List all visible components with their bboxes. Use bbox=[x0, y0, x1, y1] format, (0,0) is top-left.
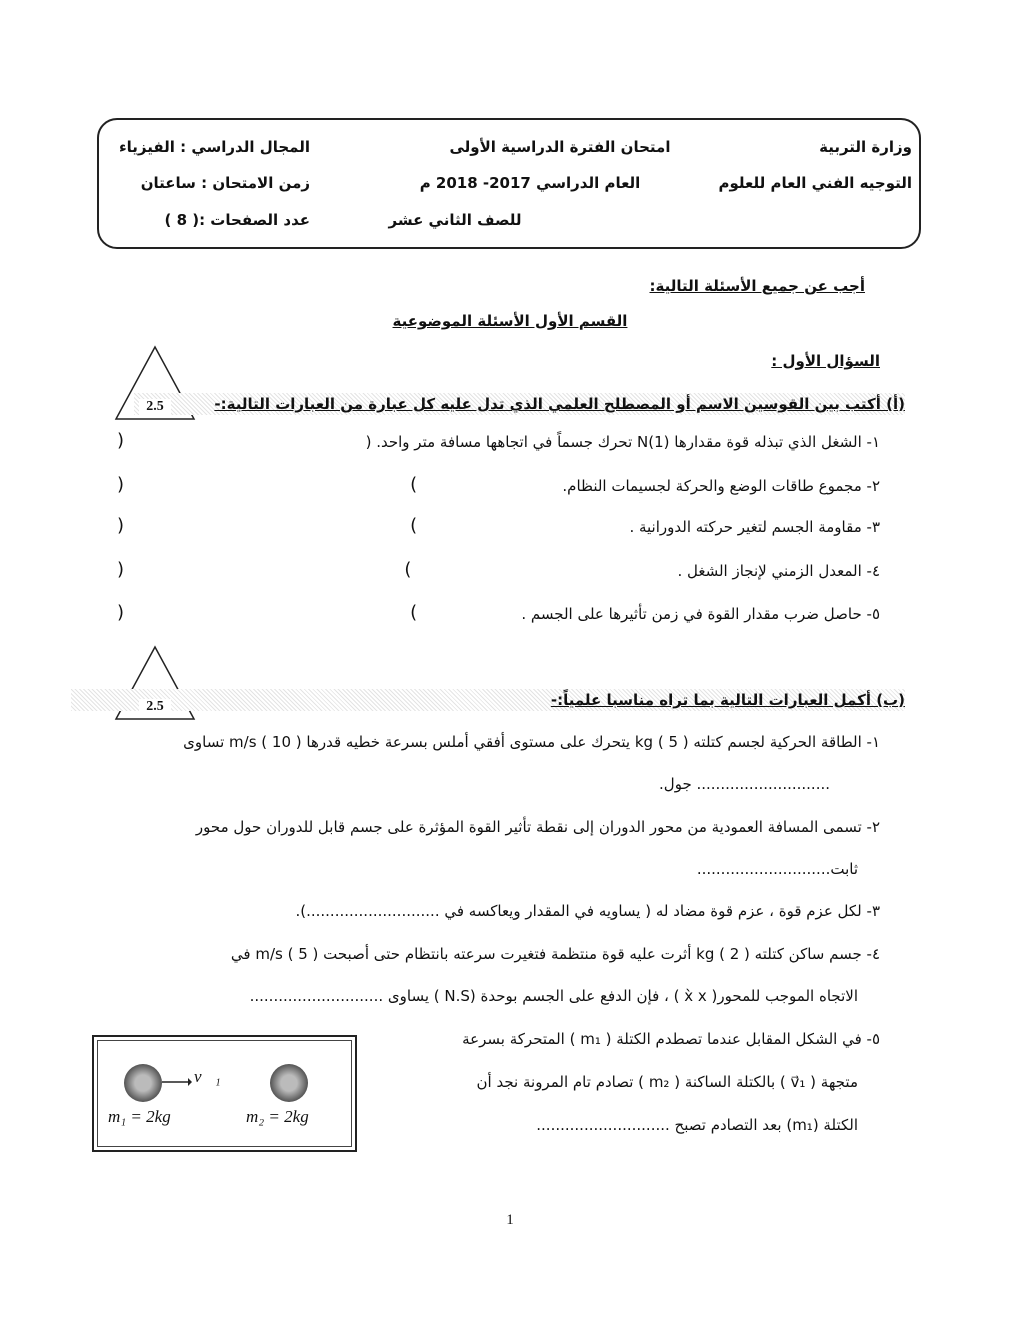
page-number: 1 bbox=[506, 1212, 514, 1228]
answer-blank-3[interactable]: ) ( bbox=[117, 515, 418, 536]
part-b-item-1: ١- الطاقة الحركية لجسم كتلته kg ( 5 ) يتحرك على مستوى أفقي أملس بسرعة خطيه قدرها m/s ( 10 ) تساوى bbox=[183, 733, 880, 751]
part-b-item-5: ٥- في الشكل المقابل عندما تصطدم الكتلة ( m₁ ) المتحركة بسرعة bbox=[462, 1030, 880, 1048]
part-b-item-1-blank[interactable]: ............................ جول. bbox=[659, 775, 830, 793]
answer-blank-1[interactable]: ) bbox=[117, 430, 125, 451]
mass-1-ball bbox=[124, 1064, 162, 1102]
general-instructions: أجب عن جميع الأسئلة التالية: bbox=[649, 277, 865, 295]
score-b: 2.5 bbox=[139, 699, 171, 715]
velocity-arrow-icon bbox=[162, 1075, 192, 1089]
part-b-item-5-line2: متجهة ( v⃗₁ ) بالكتلة الساكنة ( m₂ ) تصادم تام المرونة نجد أن bbox=[476, 1073, 858, 1091]
part-b-item-5-blank[interactable]: الكتلة (m₁) بعد التصادم تصبح ............................ bbox=[536, 1116, 858, 1134]
answer-blank-4[interactable]: ) ( bbox=[117, 559, 412, 580]
score-a: 2.5 bbox=[139, 399, 171, 415]
part-b-instruction: (ب) أكمل العبارات التالية بما تراه مناسبا علمياً:- bbox=[71, 689, 905, 711]
grade: للصف الثاني عشر bbox=[388, 211, 522, 229]
exam-title: امتحان الفترة الدراسية الأولى bbox=[449, 138, 671, 156]
mass-2-label: m₂ = 2kg bbox=[246, 1107, 309, 1126]
velocity-label: v⃗₁ bbox=[194, 1067, 221, 1086]
page-count: عدد الصفحات :( 8 ) bbox=[164, 211, 310, 229]
part-a-item-2: ٢- مجموع طاقات الوضع والحركة لجسيمات النظام. bbox=[562, 477, 880, 495]
part-b-item-2: ٢- تسمى المسافة العمودية من محور الدوران إلى نقطة تأثير القوة المؤثرة على جسم قابل للدوران حول محور bbox=[195, 818, 880, 836]
part-a-item-5: ٥- حاصل ضرب مقدار القوة في زمن تأثيرها على الجسم . bbox=[521, 605, 880, 623]
part-a-item-1: ١- الشغل الذي تبذله قوة مقدارها N(1) تحرك جسماً في اتجاهها مسافة متر واحد. ( bbox=[365, 433, 880, 451]
collision-figure bbox=[92, 1035, 357, 1152]
section-title: القسم الأول الأسئلة الموضوعية bbox=[392, 312, 628, 330]
mass-1-label: m₁ = 2kg bbox=[108, 1107, 171, 1126]
part-a-item-3: ٣- مقاومة الجسم لتغير حركته الدورانية . bbox=[629, 518, 880, 536]
ministry: وزارة التربية bbox=[819, 138, 912, 156]
part-b-item-2-blank[interactable]: ثابت............................ bbox=[696, 860, 858, 878]
part-a-instruction: (أ) أكتب بين القوسين الاسم أو المصطلح العلمي الذي تدل عليه كل عبارة من العبارات التالية:- bbox=[134, 393, 905, 415]
directorate: التوجيه الفني العام للعلوم bbox=[718, 174, 912, 192]
part-a-item-4: ٤- المعدل الزمني لإنجاز الشغل . bbox=[677, 562, 880, 580]
academic-year: العام الدراسي 2017- 2018 م bbox=[419, 174, 641, 192]
answer-blank-5[interactable]: ) ( bbox=[117, 602, 418, 623]
mass-2-ball bbox=[270, 1064, 308, 1102]
part-b-item-4: ٤- جسم ساكن كتلته kg ( 2 ) أثرت عليه قوة منتظمة فتغيرت سرعته بانتظام حتى أصبحت m/s ( 5 ) في bbox=[230, 945, 880, 963]
exam-duration: زمن الامتحان : ساعتان bbox=[140, 174, 310, 192]
question1-title: السؤال الأول : bbox=[771, 352, 880, 370]
part-b-item-3[interactable]: ٣- لكل عزم قوة ، عزم قوة مضاد له ( يساويه في المقدار ويعاكسه في ............................). bbox=[295, 902, 880, 920]
part-b-item-4-blank[interactable]: الاتجاه الموجب للمحور( x̀ x ) ، فإن الدفع على الجسم بوحدة (N.S ) يساوى ............................ bbox=[249, 987, 858, 1005]
answer-blank-2[interactable]: ) ( bbox=[117, 474, 418, 495]
subject: المجال الدراسي : الفيزياء bbox=[118, 138, 310, 156]
